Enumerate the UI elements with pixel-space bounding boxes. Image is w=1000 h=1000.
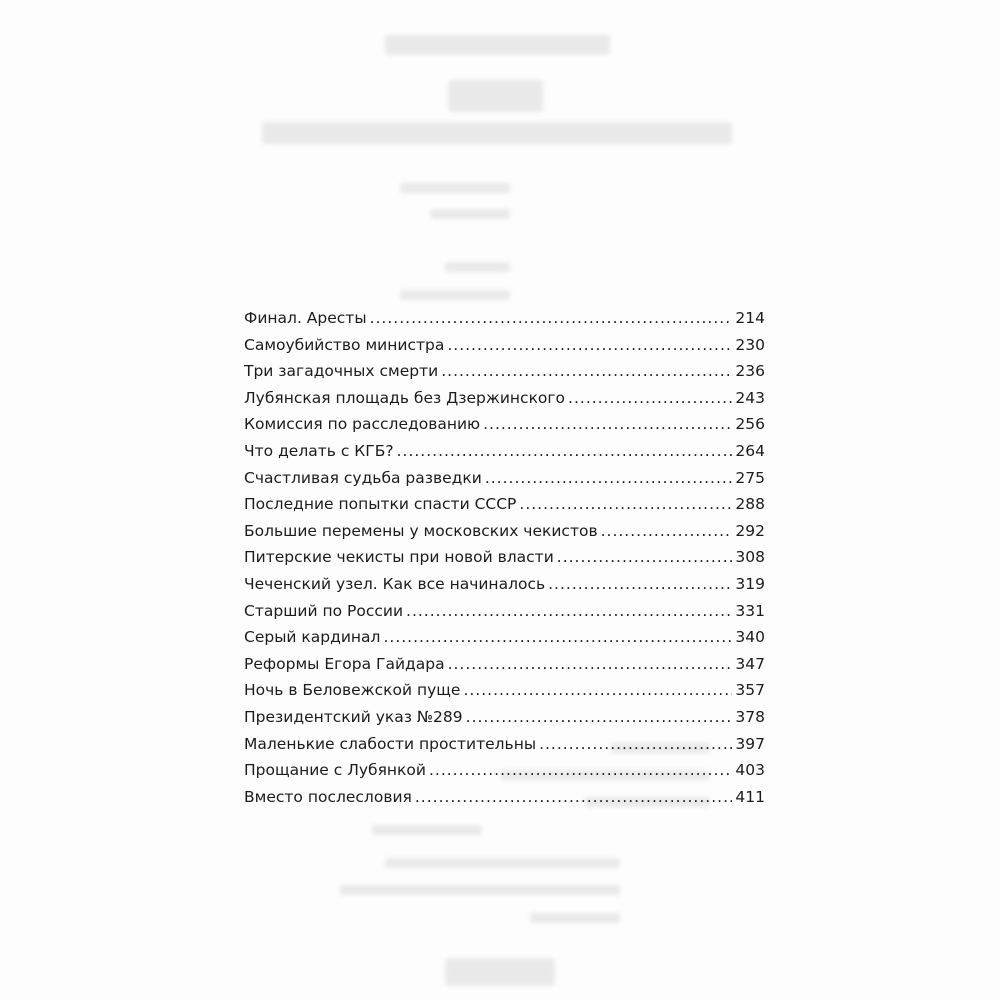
show-through-line	[372, 825, 482, 835]
show-through-line	[385, 858, 620, 868]
toc-entry-page: 340	[735, 628, 765, 647]
toc-entry-page: 264	[735, 441, 765, 460]
toc-entry	[244, 332, 765, 359]
toc-entry	[244, 571, 765, 598]
toc-entry-page: 214	[735, 309, 765, 327]
toc-dot-leader	[483, 411, 732, 438]
toc-entry-title: Чеченский узел. Как все начиналось	[244, 574, 546, 593]
toc-entry	[244, 784, 765, 811]
toc-entry-title: Самоубийство министра	[244, 335, 445, 354]
show-through-subtitle	[262, 122, 732, 144]
show-through-line	[430, 209, 510, 219]
toc-entry-title: Вместо послесловия	[244, 787, 412, 806]
toc-dot-leader	[448, 651, 732, 678]
toc-entry-title: Счастливая судьба разведки	[244, 468, 482, 487]
toc-dot-leader	[463, 677, 732, 704]
toc-entry-title: Большие перемены у московских чекистов	[244, 521, 598, 540]
toc-entry	[244, 598, 765, 625]
toc-entry-page: 292	[735, 521, 765, 540]
toc-entry-title: Три загадочных смерти	[244, 362, 439, 381]
toc-entry-page: 243	[735, 388, 765, 407]
toc-dot-leader	[466, 704, 732, 731]
toc-entry	[244, 491, 765, 518]
toc-entry-page: 288	[735, 495, 765, 514]
toc-entry-page: 347	[735, 654, 765, 673]
toc-entry	[244, 465, 765, 492]
toc-entry	[244, 358, 765, 385]
toc-dot-leader	[548, 571, 732, 598]
toc-entry-page: 331	[735, 601, 765, 620]
toc-entry-title: Президентский указ №289	[244, 707, 463, 726]
toc-entry-page: 403	[735, 761, 765, 780]
toc-entry-page: 378	[735, 707, 765, 726]
toc-entry-title: Финал. Аресты	[244, 309, 367, 327]
toc-entry-title: Последние попытки спасти СССР	[244, 495, 517, 514]
toc-entry-page: 319	[735, 574, 765, 593]
toc-entry	[244, 704, 765, 731]
toc-entry	[244, 518, 765, 545]
toc-dot-leader	[429, 757, 732, 784]
toc-entry-page: 357	[735, 681, 765, 700]
show-through-line	[400, 183, 510, 193]
toc-entry-page: 256	[735, 415, 765, 434]
toc-entry-page: 308	[735, 548, 765, 567]
toc-dot-leader	[519, 491, 732, 518]
toc-entry-title: Комиссия по расследованию	[244, 415, 481, 434]
show-through-line	[530, 913, 620, 923]
toc-entry	[244, 757, 765, 784]
show-through-year	[448, 80, 543, 112]
toc-entry-page: 275	[735, 468, 765, 487]
toc-entry-page: 230	[735, 335, 765, 354]
toc-entry	[244, 411, 765, 438]
toc-entry-title: Серый кардинал	[244, 628, 381, 647]
toc-dot-leader	[406, 598, 732, 625]
show-through-line	[400, 290, 510, 300]
toc-entry-page: 411	[735, 787, 765, 806]
toc-entry-title: Питерские чекисты при новой власти	[244, 548, 554, 567]
toc-entry	[244, 305, 765, 332]
toc-entry	[244, 731, 765, 758]
toc-entry-title: Что делать с КГБ?	[244, 441, 394, 460]
toc-dot-leader	[397, 438, 732, 465]
show-through-author	[385, 35, 610, 55]
toc-entry	[244, 677, 765, 704]
toc-entry-title: Лубянская площадь без Дзержинского	[244, 388, 566, 407]
toc-entry-title: Реформы Егора Гайдара	[244, 654, 445, 673]
toc-dot-leader	[485, 465, 732, 492]
toc-dot-leader	[601, 518, 732, 545]
toc-dot-leader	[557, 544, 732, 571]
toc-entry-page: 236	[735, 362, 765, 381]
toc-dot-leader	[370, 305, 732, 332]
toc-dot-leader	[539, 731, 732, 758]
toc-entry-page: 397	[735, 734, 765, 753]
table-of-contents	[244, 305, 765, 810]
toc-entry-title: Маленькие слабости простительны	[244, 734, 537, 753]
toc-dot-leader	[383, 624, 732, 651]
show-through-logo	[445, 958, 555, 986]
toc-dot-leader	[415, 784, 732, 811]
show-through-line	[445, 262, 510, 272]
toc-entry	[244, 624, 765, 651]
toc-entry	[244, 651, 765, 678]
toc-dot-leader	[447, 332, 732, 359]
toc-dot-leader	[441, 358, 732, 385]
toc-entry	[244, 438, 765, 465]
toc-entry-title: Ночь в Беловежской пуще	[244, 681, 461, 700]
toc-entry-title: Старший по России	[244, 601, 404, 620]
toc-entry	[244, 385, 765, 412]
show-through-line	[340, 885, 620, 895]
toc-dot-leader	[568, 385, 732, 412]
toc-entry-title: Прощание с Лубянкой	[244, 761, 426, 780]
toc-entry	[244, 544, 765, 571]
